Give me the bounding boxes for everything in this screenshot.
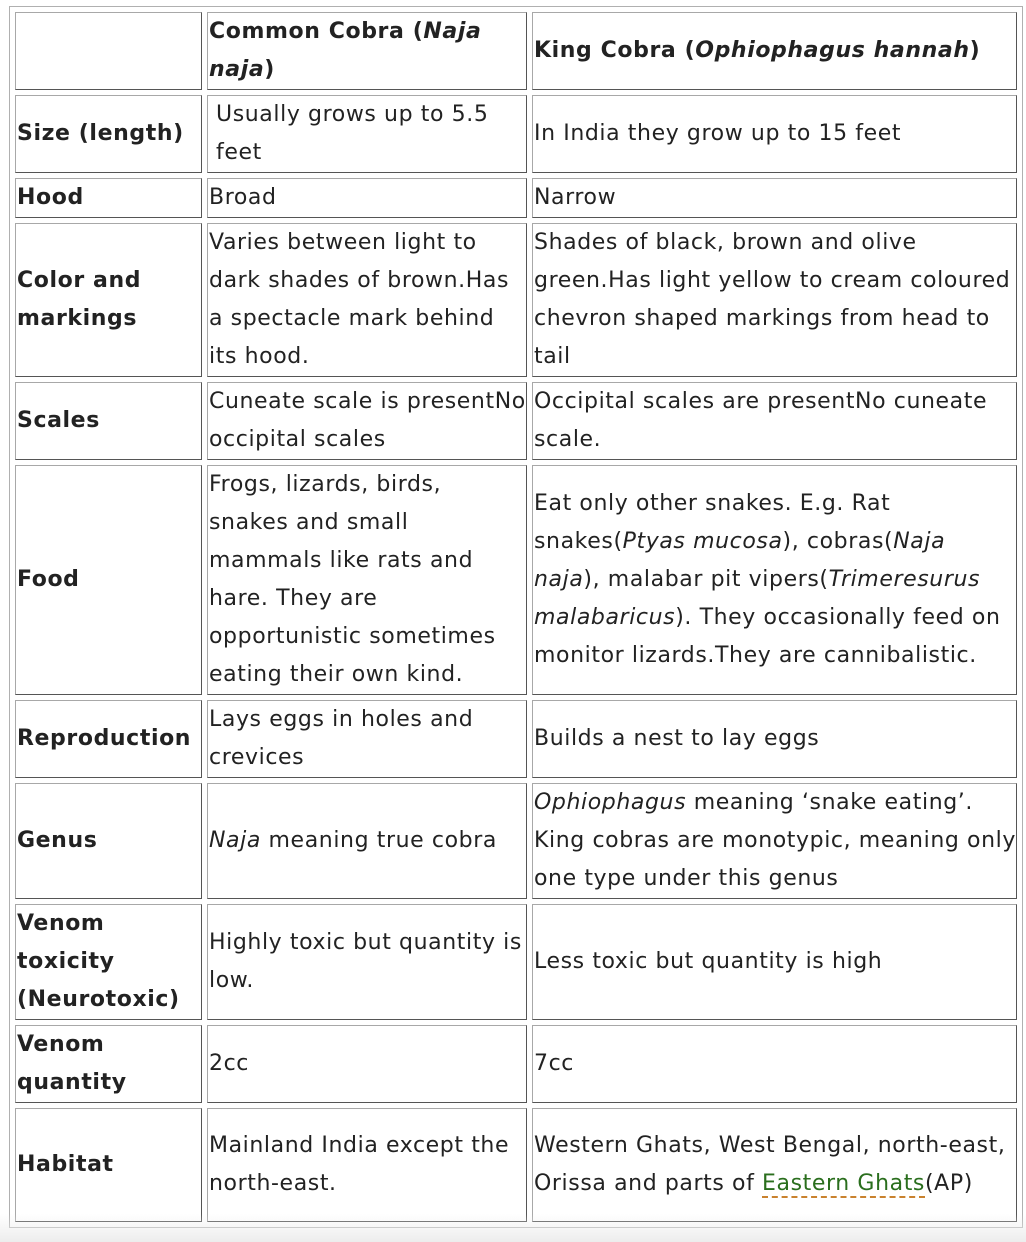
header-common-pre: Common Cobra ( — [209, 19, 424, 44]
table-row-quantity — [15, 1025, 1017, 1103]
cell-king-reproduction: Builds a nest to lay eggs — [532, 700, 1017, 778]
header-common-post: ) — [264, 57, 275, 82]
table-header-row — [15, 12, 1017, 90]
row-label-color: Color and markings — [15, 223, 202, 377]
cell-king-genus — [532, 783, 1017, 899]
header-king-pre: King Cobra ( — [534, 38, 696, 63]
cell-king-quantity: 7cc — [532, 1025, 1017, 1103]
table-row-food — [15, 465, 1017, 695]
cell-common-hood: Broad — [207, 178, 527, 218]
cell-common-quantity: 2cc — [207, 1025, 527, 1103]
king-food-text-1: Eat only other snakes. E.g. Rat snakes( — [534, 491, 891, 554]
cell-king-scales: Occipital scales are presentNo cuneate scale. — [532, 382, 1017, 460]
cell-king-food — [532, 465, 1017, 695]
header-king-scientific: Ophiophagus hannah — [695, 38, 970, 63]
row-label-habitat: Habitat — [15, 1108, 202, 1222]
cobra-comparison-table — [9, 6, 1023, 1228]
cell-common-food: Frogs, lizards, birds, snakes and small mammals like rats and hare. They are opportunistic sometimes eating their own kind. — [207, 465, 527, 695]
header-empty-cell — [15, 12, 202, 90]
king-genus-meaning: meaning ‘snake eating’. King cobras are monotypic, meaning only one type under this genus — [534, 790, 1016, 891]
table-row-reproduction — [15, 700, 1017, 778]
table-row-toxicity — [15, 904, 1017, 1020]
header-common-cobra — [207, 12, 527, 90]
cell-common-color: Varies between light to dark shades of brown.Has a spectacle mark behind its hood. — [207, 223, 527, 377]
header-king-post: ) — [969, 38, 981, 63]
row-label-toxicity: Venom toxicity (Neurotoxic) — [15, 904, 202, 1020]
table-row-scales — [15, 382, 1017, 460]
table-row-hood — [15, 178, 1017, 218]
king-food-species-1: Ptyas mucosa — [622, 529, 783, 554]
row-label-genus: Genus — [15, 783, 202, 899]
common-genus-scientific: Naja — [209, 828, 261, 853]
cell-king-hood: Narrow — [532, 178, 1017, 218]
cell-common-habitat: Mainland India except the north-east. — [207, 1108, 527, 1222]
cell-common-genus — [207, 783, 527, 899]
header-king-cobra — [532, 12, 1017, 90]
cell-king-habitat — [532, 1108, 1017, 1222]
cell-common-toxicity: Highly toxic but quantity is low. — [207, 904, 527, 1020]
row-label-hood: Hood — [15, 178, 202, 218]
king-habitat-text: Western Ghats, West Bengal, north-east, Orissa and parts of — [534, 1133, 1006, 1196]
cell-king-color: Shades of black, brown and olive green.Has light yellow to cream coloured chevron shaped markings from head to tail — [532, 223, 1017, 377]
row-label-reproduction: Reproduction — [15, 700, 202, 778]
king-food-text-3: ), malabar pit vipers( — [583, 567, 829, 592]
king-food-species-2: Naja naja — [534, 529, 946, 592]
table-row-genus — [15, 783, 1017, 899]
row-label-size: Size (length) — [15, 95, 202, 173]
cell-king-size: In India they grow up to 15 feet — [532, 95, 1017, 173]
common-genus-meaning: meaning true cobra — [260, 828, 497, 853]
cell-common-size — [207, 95, 527, 173]
header-common-scientific: Naja naja — [209, 19, 482, 82]
cell-common-size-text: Usually grows up to 5.5 feet — [216, 102, 489, 165]
row-label-food: Food — [15, 465, 202, 695]
king-genus-scientific: Ophiophagus — [534, 790, 687, 815]
king-food-text-2: ), cobras( — [782, 529, 894, 554]
king-food-species-3: Trimeresurus malabaricus — [534, 567, 981, 630]
table-row-habitat — [15, 1108, 1017, 1222]
cell-common-scales: Cuneate scale is presentNo occipital scales — [207, 382, 527, 460]
eastern-ghats-link[interactable]: Eastern Ghats — [762, 1171, 925, 1196]
table-row-size — [15, 95, 1017, 173]
king-habitat-suffix: (AP) — [925, 1171, 973, 1196]
king-food-text-4: ). They occasionally feed on monitor lizards.They are cannibalistic. — [534, 605, 1001, 668]
cell-common-reproduction: Lays eggs in holes and crevices — [207, 700, 527, 778]
table-row-color — [15, 223, 1017, 377]
row-label-scales: Scales — [15, 382, 202, 460]
row-label-quantity: Venom quantity — [15, 1025, 202, 1103]
cell-king-toxicity: Less toxic but quantity is high — [532, 904, 1017, 1020]
